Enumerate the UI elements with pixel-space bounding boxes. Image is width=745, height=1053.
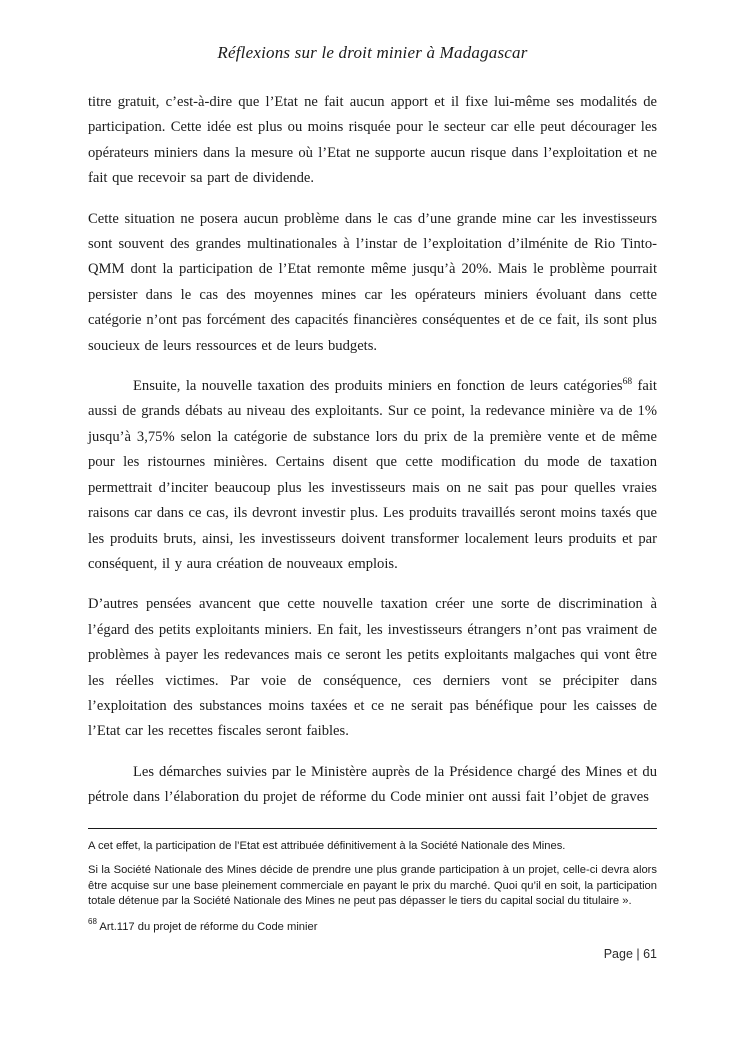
footnote-text: Art.117 du projet de réforme du Code minier	[96, 921, 318, 934]
body-paragraph	[88, 374, 657, 577]
footnote-number: 68	[88, 917, 97, 927]
footnote-reference-68: 68	[622, 376, 633, 387]
body-paragraph: Les démarches suivies par le Ministère auprès de la Présidence chargé des Mines et du pétrole dans l’élaboration du projet de réforme du Code minier ont aussi fait l’objet de graves	[88, 763, 657, 806]
body-paragraph: Cette situation ne posera aucun problème dans le cas d’une grande mine car les investisseurs sont souvent des grandes multinationales à l’instar de l’exploitation d’ilménite de Rio Tinto-QMM dont la participation de l’Etat remonte même jusqu’à 20%. Mais le problème pourrait persister dans le cas des moyennes mines car les opérateurs miniers évoluant dans cette catégorie n’ont pas forcément des capacités financières conséquentes et de ce fait, ils sont plus soucieux de leurs ressources et de leurs budgets.	[88, 210, 657, 354]
body-paragraph: titre gratuit, c’est-à-dire que l’Etat ne fait aucun apport et il fixe lui-même ses modalités de participation. Cette idée est plus ou moins risquée pour le secteur car elle peut décourager les opérateurs miniers dans la mesure où l’Etat ne supporte aucun risque dans l’exploitation et ne fait que recevoir sa part de dividende.	[88, 94, 657, 187]
page-title: Réflexions sur le droit minier à Madagascar	[217, 43, 528, 62]
footnote-continuation: Si la Société Nationale des Mines décide de prendre une plus grande participation à un projet, celle-ci devra alors être acquise sur une base pleinement commerciale en payant le prix du marché. Quoi qu’il en soit, la participation totale détenue par la Société Nationale des Mines ne peut pas dépasser le tiers du capital social du titulaire ».	[88, 863, 657, 908]
paragraph-text: fait aussi de grands débats au niveau des exploitants. Sur ce point, la redevance minière va de 1% jusqu’à 3,75% selon la catégorie de substance lors du prix de la première vente et de même pour les ristournes minières. Certains disent que cette modification du mode de taxation permettrait d’inciter beaucoup plus les investisseurs mais on ne sait pas pour quelles vraies raisons car dans ce cas, ils devront investir plus. Les produits travaillés seront moins taxés que les produits bruts, ainsi, les investisseurs doivent transformer localement leurs produits et par conséquent, il y aura création de nouveaux emplois.	[88, 378, 657, 572]
footnote-separator	[88, 828, 657, 829]
body-paragraph: D’autres pensées avancent que cette nouvelle taxation créer une sorte de discrimination à l’égard des petits exploitants miniers. En fait, les investisseurs étrangers n’ont pas vraiment de problèmes à payer les redevances mais ce seront les petits exploitants malgaches qui vont être les réelles victimes. Par voie de conséquence, ces derniers vont se précipiter dans l’exploitation des substances moins taxées et ce ne serait pas bénéfique pour les caisses de l’Etat car les recettes fiscales seront faibles.	[88, 596, 657, 740]
page-content	[88, 42, 657, 826]
footnote-continuation: A cet effet, la participation de l’Etat est attribuée définitivement à la Société Nationale des Mines.	[88, 840, 566, 852]
footnote-68	[88, 917, 657, 936]
paragraph-text: Ensuite, la nouvelle taxation des produits miniers en fonction de leurs catégories	[133, 378, 623, 395]
page-number: Page | 61	[603, 946, 657, 961]
footnote-area	[88, 828, 657, 961]
